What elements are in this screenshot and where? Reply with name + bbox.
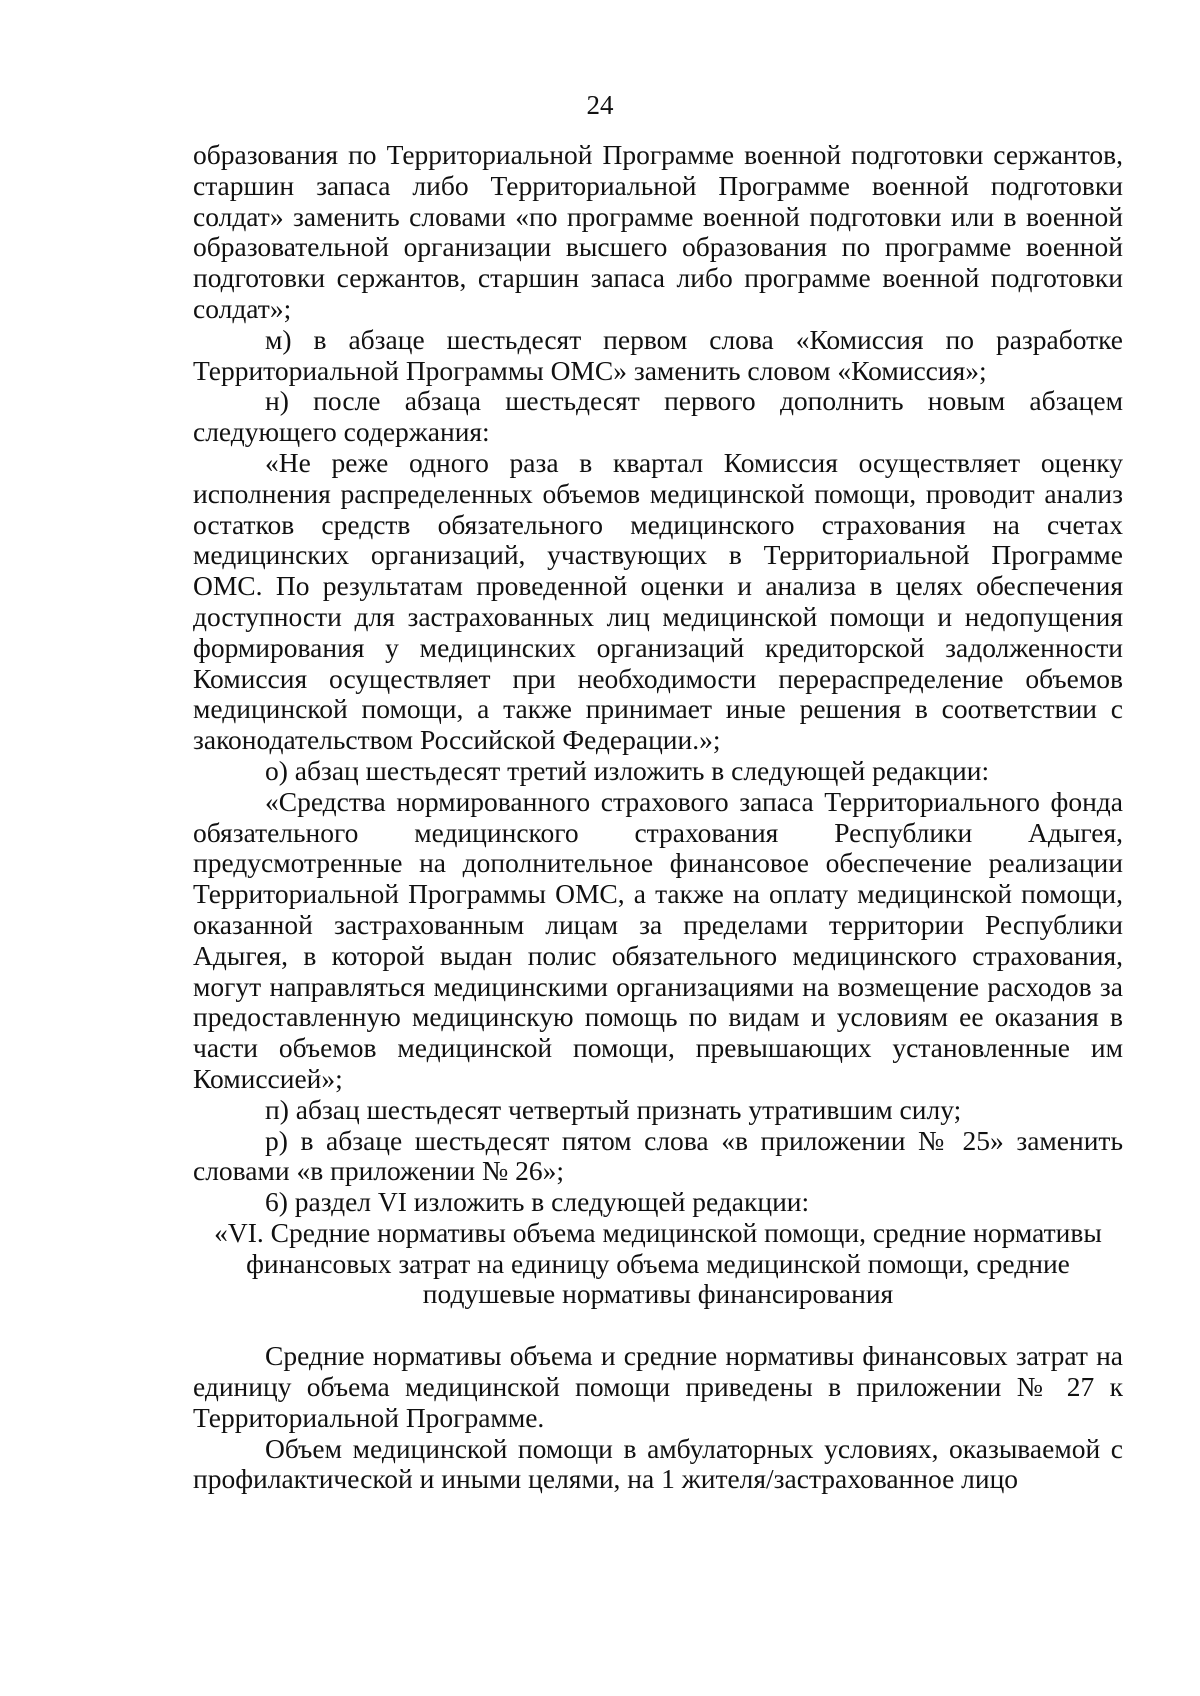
paragraph-item-r: р) в абзаце шестьдесят пятом слова «в приложении № 25» заменить словами «в приложении № 26»;	[193, 1124, 1123, 1187]
paragraph-ambulatory: Объем медицинской помощи в амбулаторных условиях, оказываемой с профилактической и иными целями, на 1 жителя/застрахованное лицо	[193, 1432, 1123, 1495]
paragraph-item-n: н) после абзаца шестьдесят первого дополнить новым абзацем следующего содержания:	[193, 385, 1123, 448]
paragraph-quoted-reserve: «Средства нормированного страхового запаса Территориального фонда обязательного медицинского страхования Республики Адыгея, предусмотренные на дополнительное финансовое обеспечение реализации Территориальной Программы ОМС, а также на оплату медицинской помощи, оказанной застрахованным лицам за пределами территории Республики Адыгея, в которой выдан полис обязательного медицинского страхования, могут направляться медицинскими организациями на возмещение расходов за предоставленную медицинскую помощь по видам и условиям ее оказания в части объемов медицинской помощи, превышающих установленные им Комиссией»;	[193, 785, 1123, 1094]
paragraph-norms: Средние нормативы объема и средние нормативы финансовых затрат на единицу объема медицинской помощи приведены в приложении № 27 к Территориальной Программе.	[193, 1340, 1123, 1433]
section-heading: «VI. Средние нормативы объема медицинской помощи, средние нормативы финансовых затрат на единицу объема медицинской помощи, средние подушевые нормативы финансирования	[214, 1216, 1102, 1310]
paragraph-item-p: п) абзац шестьдесят четвертый признать утратившим силу;	[265, 1093, 962, 1125]
paragraph-continuation: образования по Территориальной Программе военной подготовки сержантов, старшин запаса либо Территориальной Программе военной подготовки солдат» заменить словами «по программе военной подготовки или в военной образовательной организации высшего образования по программе военной подготовки сержантов, старшин запаса либо программе военной подготовки солдат»;	[193, 139, 1123, 324]
paragraph-item-m: м) в абзаце шестьдесят первом слова «Комиссия по разработке Территориальной Программы ОМС» заменить словом «Комиссия»;	[193, 323, 1123, 386]
paragraph-item-o: о) абзац шестьдесят третий изложить в следующей редакции:	[265, 754, 990, 786]
paragraph-item-6: 6) раздел VI изложить в следующей редакции:	[265, 1186, 810, 1218]
document-body	[193, 140, 1123, 1495]
page-number: 24	[586, 90, 614, 120]
heading-spacer	[193, 1310, 1123, 1341]
paragraph-quoted-commission: «Не реже одного раза в квартал Комиссия осуществляет оценку исполнения распределенных объемов медицинской помощи, проводит анализ остатков средств обязательного медицинского страхования на счетах медицинских организаций, участвующих в Территориальной Программе ОМС. По результатам проведенной оценки и анализа в целях обеспечения доступности для застрахованных лиц медицинской помощи и недопущения формирования у медицинских организаций кредиторской задолженности Комиссия осуществляет при необходимости перераспределение объемов медицинской помощи, а также принимает иные решения в соответствии с законодательством Российской Федерации.»;	[193, 446, 1123, 756]
